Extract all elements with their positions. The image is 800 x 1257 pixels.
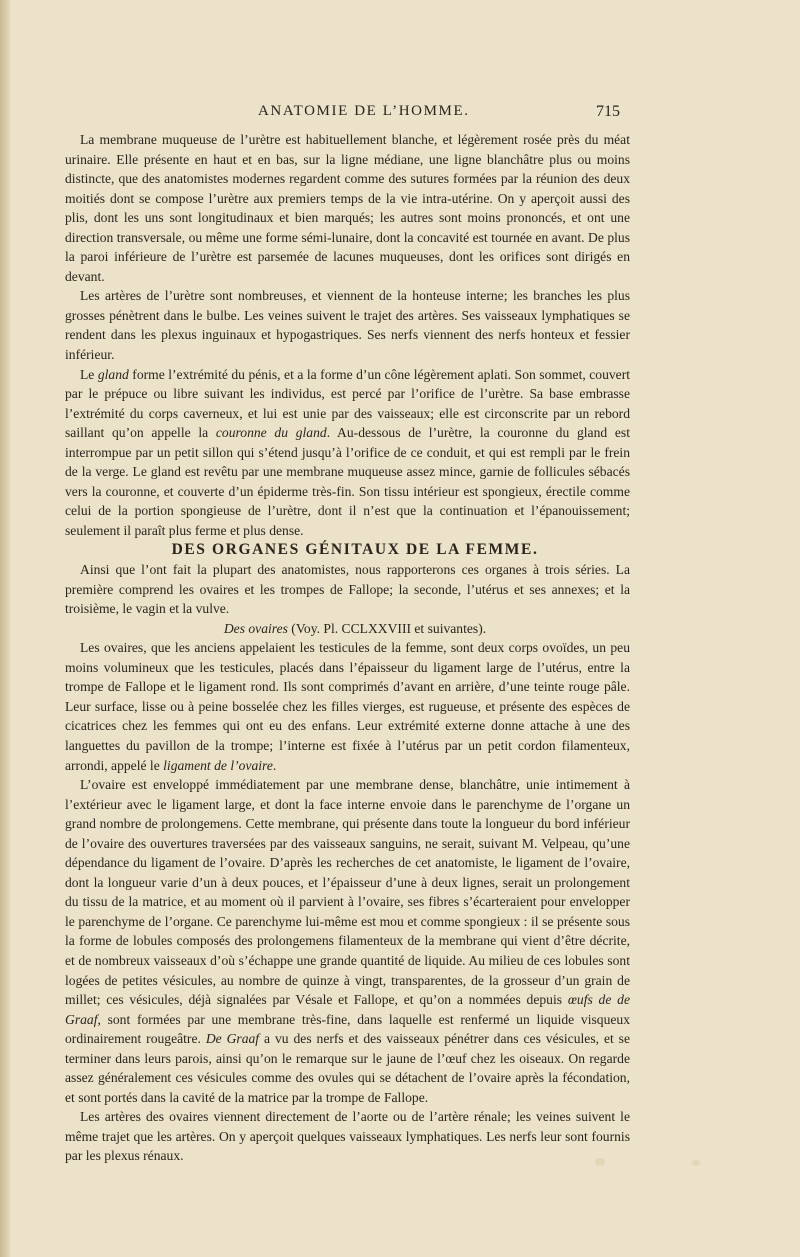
term-gland: gland	[97, 366, 129, 382]
text-run: Le	[80, 366, 98, 382]
term-oeufs: œufs de de Graaf	[65, 992, 630, 1027]
paragraph-gland	[65, 365, 630, 541]
text-run: . Au-dessous de l’urètre, la couronne du gland est interrompue par un petit sillon qui s’étend jusqu’à l’orifice de ce conduit, et qui est rempli par le frein de la verge. Le gland est revêtu par une membrane muqueuse assez mince, garnie de follicules sébacés vers la couronne, et couverte d’un épiderme très-fin. Son tissu intérieur est spongieux, érectile comme celui de la portion spongieuse de l’urètre, dont il n’est que la continuation et l’épanouissement; seulement il paraît plus ferme et plus dense.	[65, 425, 630, 538]
paper-stain	[692, 1160, 700, 1166]
term-couronne: couronne du gland	[215, 425, 327, 441]
page-binding-edge	[0, 0, 10, 1257]
page-body	[65, 130, 630, 1166]
text-run: L’ovaire est enveloppé immédiatement par une membrane dense, blanchâtre, unie intimement à l’extérieur avec le ligament large, et dont la face interne envoie dans le parenchyme de l’organe un grand nombre de prolongemens. Cette membrane, qui présente dans toute la longueur du bord inférieur de l’ovaire des ouvertures traversées par des vaisseaux sanguins, ne serait, suivant M. Velpeau, qu’une dépendance du ligament de l’ovaire. D’après les recherches de cet anatomiste, le ligament de l’ovaire, dont la longueur varie d’un à deux pouces, et l’épaisseur d’une à deux lignes, serait un prolongement du tissu de la matrice, et au moment où il parvient à l’ovaire, ses fibres s’écarteraient pour envelopper le parenchyme de l’organe. Ce parenchyme lui-même est mou et comme spongieux : il se présente sous la forme de lobules composés des prolongemens filamenteux de la membrane qui vient d’être décrite, et de nombreux vaisseaux d’où s’échappe une grande quantité de liquide. Au milieu de ces lobules sont logées de petites vésicules, au nombre de quinze à vingt, transparentes, de la grosseur d’un grain de millet; ces vésicules, déjà signalées par Vésale et Fallope, et qu’on a nommées depuis	[65, 777, 630, 1008]
text-run: Les ovaires, que les anciens appelaient les testicules de la femme, sont deux corps ovoïdes, un peu moins volumineux que les testicules, placés dans l’épaisseur du ligament large de l’utérus, entre la trompe de Fallope et le ligament rond. Ils sont comprimés d’avant en arrière, d’une teinte rouge pâle. Leur surface, lisse ou à peine bosselée chez les filles vierges, est rugueuse, et présente des espèces de cicatrices chez les femmes qui ont eu des enfans. Leur extrémité externe donne attache à une des languettes du pavillon de la trompe; l’interne est fixée à l’utérus par un petit cordon filamenteux, arrondi, appelé le	[65, 640, 630, 773]
text-run: .	[272, 757, 277, 773]
page-number: 715	[596, 103, 620, 120]
text-run: forme l’extrémité du pénis, et a la forme d’un cône légèrement aplati. Son sommet, couvert par le prépuce ou libre suivant les individus, est percé par l’orifice de l’urètre. Sa base embrasse l’extrémité du corps caverneux, et lui est unie par des vaisseaux; elle est circonscrite par un rebord saillant qu’on appelle la	[65, 366, 630, 441]
page-header	[0, 103, 800, 127]
term-ligament: ligament de l’ovaire	[163, 757, 273, 773]
paragraph-intro: Ainsi que l’ont fait la plupart des anatomistes, nous rapporterons ces organes à trois séries. La première comprend les ovaires et les trompes de Fallope; la seconde, l’utérus et ses annexes; et la troisième, le vagin et la vulve.	[65, 562, 630, 617]
paragraph-urethra-membrane: La membrane muqueuse de l’urètre est habituellement blanche, et légèrement rosée près du méat urinaire. Elle présente en haut et en bas, sur la ligne médiane, une ligne blanchâtre plus ou moins distincte, que des anatomistes modernes regardent comme des sutures formées par la réunion des deux moitiés dont se compose l’urètre aux premiers temps de la vie intra-utérine. On y aperçoit aussi des plis, dont les uns sont longitudinaux et bien marqués; les autres sont moins prononcés, et ont une direction transversale, ou même une forme sémi-lunaire, dont la concavité est tournée en avant. De plus la paroi inférieure de l’urètre est parsemée de lacunes muqueuses, dont les orifices sont dirigés en devant.	[65, 132, 630, 284]
subsection-title	[65, 619, 630, 639]
paragraph-ovaire-arteries: Les artères des ovaires viennent directement de l’aorte ou de l’artère rénale; les veines suivent le même trajet que les artères. On y aperçoit quelques vaisseaux lymphatiques. Les nerfs leur sont fournis par les plexus rénaux.	[65, 1109, 630, 1164]
subsection-title-rest: (Voy. Pl. CCLXXVIII et suivantes).	[287, 620, 487, 636]
text-run: a vu des nerfs et des vaisseaux pénétrer dans ces vésicules, et se terminer dans leurs parois, ainsi qu’on le remarque sur le jaune de l’œuf chez les oiseaux. On regarde assez généralement ces vésicules comme des ovules qui se détachent de l’ovaire après la fécondation, et sont portés dans la cavité de la matrice par la trompe de Fallope.	[65, 1031, 631, 1105]
term-de-graaf: De Graaf	[205, 1031, 260, 1047]
subsection-title-italic: Des ovaires	[223, 620, 288, 636]
paragraph-urethra-arteries: Les artères de l’urètre sont nombreuses, et viennent de la honteuse interne; les branches les plus grosses pénètrent dans le bulbe. Les veines suivent le trajet des artères. Ses vaisseaux lymphatiques se rendent dans les plexus inguinaux et hypogastriques. Ses nerfs viennent des nerfs honteux et fessier inférieur.	[65, 288, 630, 363]
paragraph-ovaire-structure	[65, 775, 630, 1107]
section-title: DES ORGANES GÉNITAUX DE LA FEMME.	[171, 541, 539, 559]
running-head: ANATOMIE DE L’HOMME.	[258, 103, 470, 119]
paragraph-ovaires	[65, 638, 630, 775]
text-run: , sont formées par une membrane très-fine, dans laquelle est renfermé un liquide visqueux ordinairement rougeâtre.	[65, 1011, 630, 1047]
